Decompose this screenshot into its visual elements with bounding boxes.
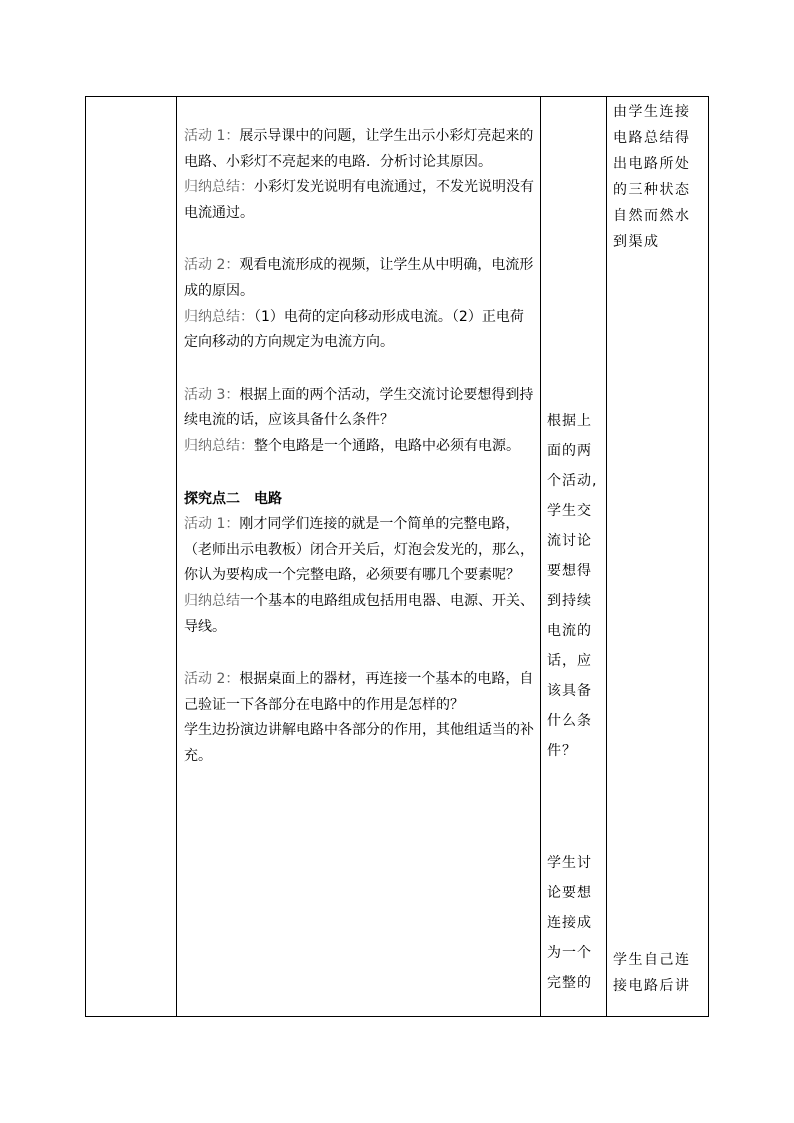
student-activity-text: 学生边扮演边讲解电路中各部分的作用，其他组适当的补充。 — [184, 722, 534, 764]
activity-label: 活动 2： — [184, 671, 240, 688]
cell-line: 流讨论 — [547, 533, 592, 549]
cell-line: 为一个 — [547, 945, 592, 961]
cell-line: 电路总结得 — [613, 130, 691, 146]
activity-paragraph — [184, 383, 536, 434]
cell-line: 什么条 — [547, 713, 592, 729]
summary-label: 归纳总结： — [184, 308, 254, 325]
cell-line: 话，应 — [547, 653, 592, 669]
summary-paragraph — [184, 589, 536, 640]
cell-line: 学生自己连 — [613, 952, 691, 968]
student-activity-block — [547, 848, 603, 998]
design-intent-block — [613, 947, 705, 999]
activity-label: 活动 3： — [184, 386, 240, 403]
cell-line: 自然而然水 — [613, 208, 691, 224]
lesson-table — [85, 96, 709, 1017]
activity-text: 根据上面的两个活动，学生交流讨论要想得到持续电流的话，应该具备什么条件？ — [184, 386, 534, 429]
summary-paragraph — [184, 175, 536, 226]
activity-paragraph — [184, 124, 536, 175]
cell-line: 根据上 — [547, 413, 592, 429]
cell-line: 件？ — [547, 743, 577, 759]
summary-text: 一个基本的电路组成包括用电器、电源、开关、导线。 — [184, 592, 534, 635]
column-divider — [176, 97, 177, 1016]
cell-line: 到持续 — [547, 593, 592, 609]
cell-line: 面的两 — [547, 443, 592, 459]
activity-paragraph — [184, 667, 536, 718]
summary-paragraph — [184, 434, 536, 460]
cell-line: 出电路所处 — [613, 156, 691, 172]
activity-text: 刚才同学们连接的就是一个简单的完整电路，（老师出示电教板）闭合开关后，灯泡会发光的，那么，你认为要构成一个完整电路，必须要有哪几个要素呢？ — [184, 516, 534, 584]
cell-line: 连接成 — [547, 915, 592, 931]
cell-line: 学生讨 — [547, 855, 592, 871]
cell-line: 的三种状态 — [613, 182, 691, 198]
cell-line: 要想得 — [547, 563, 592, 579]
cell-line: 完整的 — [547, 975, 592, 991]
column-divider — [606, 97, 607, 1016]
cell-line: 个活动, — [547, 473, 598, 489]
activity-text: 展示导课中的问题，让学生出示小彩灯亮起来的电路、小彩灯不亮起来的电路．分析讨论其原因。 — [184, 128, 534, 170]
activity-text: 根据桌面上的器材，再连接一个基本的电路，自己验证一下各部分在电路中的作用是怎样的？ — [184, 671, 534, 713]
activity-paragraph — [184, 512, 536, 589]
teaching-process-cell — [184, 97, 536, 769]
cell-line: 到渠成 — [613, 234, 660, 250]
student-activity-block — [547, 406, 603, 766]
cell-line: 接电路后讲 — [613, 978, 691, 994]
cell-line: 该具备 — [547, 683, 592, 699]
activity-text: 观看电流形成的视频，让学生从中明确，电流形成的原因。 — [184, 257, 534, 299]
summary-text: （1）电荷的定向移动形成电流。（2）正电荷定向移动的方向规定为电流方向。 — [184, 308, 524, 351]
activity-label: 活动 1： — [184, 128, 240, 144]
cell-line: 学生交 — [547, 503, 592, 519]
summary-text: 小彩灯发光说明有电流通过，不发光说明没有电流通过。 — [184, 179, 534, 221]
activity-paragraph — [184, 253, 536, 304]
summary-text: 整个电路是一个通路，电路中必须有电源。 — [254, 437, 520, 454]
activity-label: 活动 1： — [184, 516, 240, 533]
summary-paragraph — [184, 305, 536, 356]
column-divider — [540, 97, 541, 1016]
section-heading: 探究点二 电路 — [184, 490, 282, 507]
summary-label: 归纳总结： — [184, 437, 254, 454]
cell-line: 论要想 — [547, 885, 592, 901]
cell-line: 由学生连接 — [613, 104, 691, 120]
summary-label: 归纳总结 — [184, 592, 240, 609]
activity-label: 活动 2： — [184, 257, 240, 274]
design-intent-block — [613, 99, 705, 255]
cell-line: 电流的 — [547, 623, 592, 639]
summary-label: 归纳总结： — [184, 179, 254, 196]
